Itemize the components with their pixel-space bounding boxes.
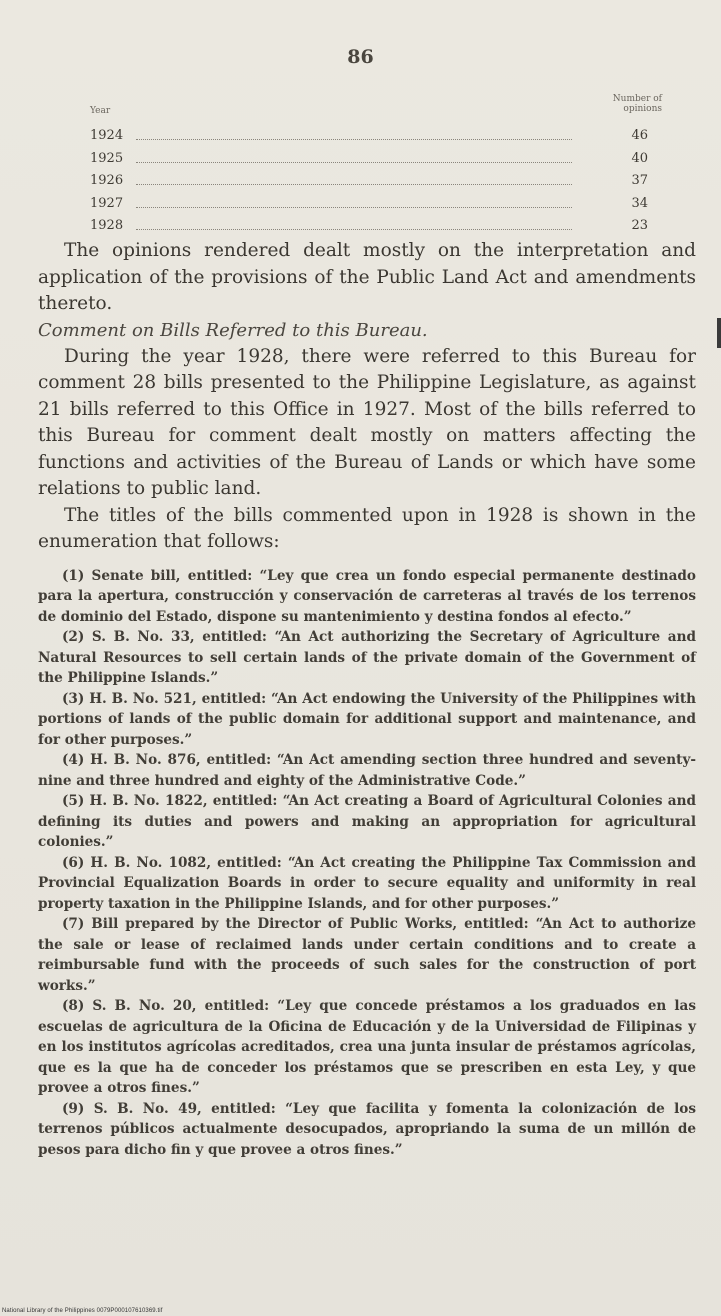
table-row: [80, 216, 662, 239]
opinions-table: [80, 92, 662, 239]
bill-item: (8) S. B. No. 20, entitled: “Ley que concede préstamos a los graduados en las escuelas de agricultura de la Oficina de Educación y de la Universidad de Filipinas y en los institutos agrícolas acreditados, crea una junta insular de préstamos agrícolas, que es la que ha de conceder los préstamos que se prescriben en esta Ley, y que provee a otros fines.”: [38, 998, 696, 1096]
bill-item: (9) S. B. No. 49, entitled: “Ley que facilita y fomenta la colonización de los terrenos públicos actualmente desocupados, apropriando la suma de un millón de pesos para dicho fin y que provee a otros fines.”: [38, 1100, 696, 1158]
bill-item: (1) Senate bill, entitled: “Ley que crea un fondo especial permanente destinado para la apertura, construcción y conservación de carreteras al través de los terrenos de dominio del Estado, dispone su mantenimiento y destina fondos al efecto.”: [38, 567, 696, 625]
table-row: [80, 171, 662, 194]
count-cell: 40: [631, 150, 648, 166]
bill-item: (2) S. B. No. 33, entitled: “An Act authorizing the Secretary of Agriculture and Natural Resources to sell certain lands of the private domain of the Government of the Philippine Islands.”: [38, 629, 696, 686]
paragraph-titles-intro: The titles of the bills commented upon in 1928 is shown in the enumeration that follows:: [38, 504, 696, 552]
table-row: [80, 194, 662, 217]
count-column-header: Number of opinions: [612, 94, 662, 114]
year-cell: 1928: [90, 218, 124, 233]
paragraph-opinions: The opinions rendered dealt mostly on the interpretation and application of the provisions of the Public Land Act and amendments thereto.: [38, 240, 696, 314]
count-cell: 34: [631, 195, 648, 211]
paragraph-bills-referred: During the year 1928, there were referred to this Bureau for comment 28 bills presented to the Philippine Legislature, as against 21 bills referred to this Office in 1927. Most of the bills referred to this Bureau for comment dealt mostly on matters affecting the functions and activities of the Bureau of Lands or which have some relations to public land.: [38, 345, 696, 499]
table-header: [80, 92, 662, 126]
bill-item: (7) Bill prepared by the Director of Public Works, entitled: “An Act to authorize the sale or lease of reclaimed lands under certain conditions and to create a reimbursable fund with the proceeds of such sales for the construction of port works.”: [38, 916, 696, 994]
count-cell: 46: [631, 128, 648, 143]
leader-dots: [136, 229, 572, 230]
table-row: [80, 149, 662, 172]
year-column-header: Year: [90, 106, 111, 116]
table-row: [80, 126, 662, 149]
year-cell: 1926: [90, 173, 124, 188]
count-cell: 23: [631, 218, 648, 233]
leader-dots: [136, 184, 572, 185]
count-cell: 37: [631, 173, 648, 188]
leader-dots: [136, 207, 572, 208]
page-number: 86: [347, 46, 374, 68]
section-heading: Comment on Bills Referred to this Bureau.: [38, 319, 428, 341]
main-text: [38, 238, 696, 1160]
leader-dots: [136, 162, 572, 163]
year-cell: 1925: [90, 150, 124, 166]
bill-item: (5) H. B. No. 1822, entitled: “An Act creating a Board of Agricultural Colonies and defining its duties and powers and making an appropriation for agricultural colonies.”: [38, 793, 696, 850]
year-cell: 1924: [90, 128, 124, 143]
leader-dots: [136, 139, 572, 140]
scan-footer: National Library of the Philippines 0079P000107610369.tif: [2, 1308, 163, 1314]
bill-item: (6) H. B. No. 1082, entitled: “An Act creating the Philippine Tax Commission and Provincial Equalization Boards in order to secure equality and uniformity in real property taxation in the Philippine Islands, and for other purposes.”: [38, 854, 696, 912]
year-cell: 1927: [90, 195, 124, 211]
bill-item: (3) H. B. No. 521, entitled: “An Act endowing the University of the Philippines with portions of lands of the public domain for additional support and maintenance, and for other purposes.”: [38, 690, 696, 748]
bill-item: (4) H. B. No. 876, entitled: “An Act amending section three hundred and seventy-nine and three hundred and eighty of the Administrative Code.”: [38, 752, 696, 789]
page-edge-mark: [717, 318, 721, 348]
